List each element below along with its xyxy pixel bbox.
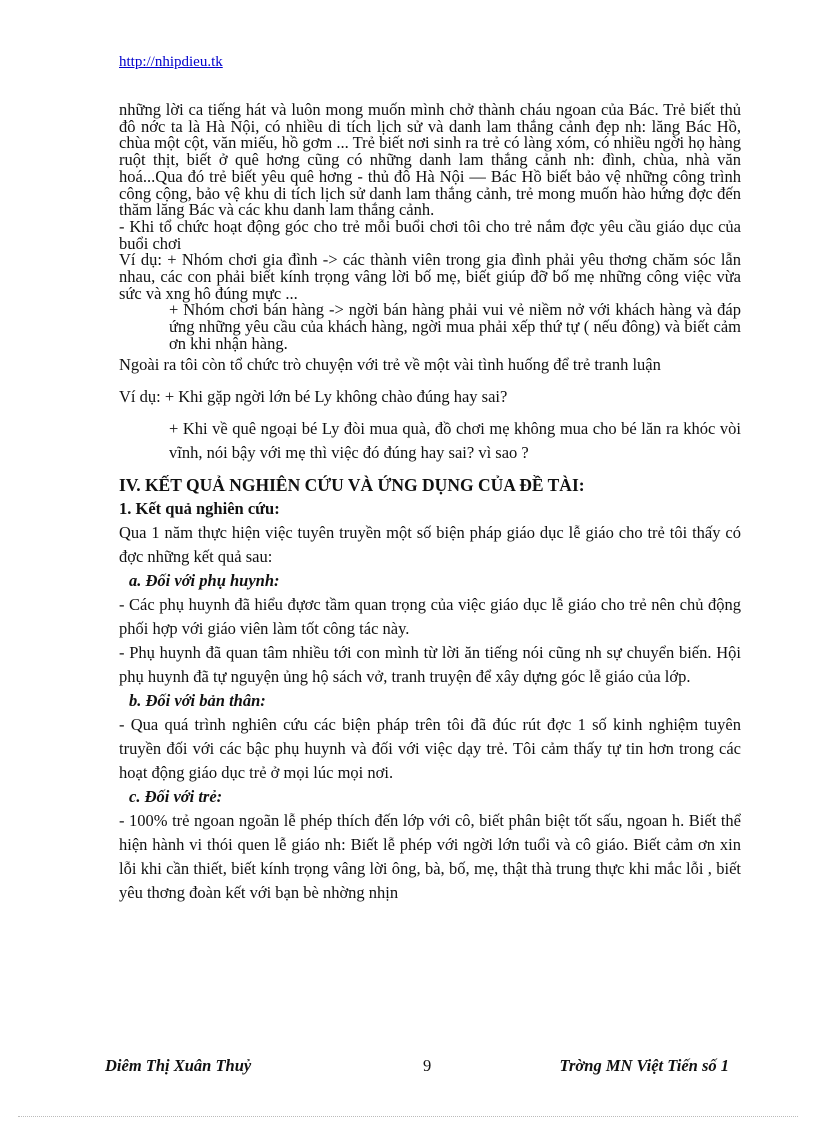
paragraph-parents-2: - Phụ huynh đã quan tâm nhiều tới con mình từ lời ăn tiếng nói cũng nh sự chuyển biến. Hội phụ huynh đã tự nguyện ủng hộ sách vở, tranh truyện để xây dựng góc lễ giáo của lớp. bbox=[119, 642, 741, 686]
paragraph-corner-activity: - Khi tổ chức hoạt động góc cho trẻ mỗi buổi chơi tôi cho trẻ nắm đợc yêu cầu giáo dục của buổi chơi bbox=[119, 216, 741, 253]
paragraph-self-1: - Qua quá trình nghiên cứu các biện pháp trên tôi đã đúc rút đợc 1 số kinh nghiệm tuyên truyền đối với các bậc phụ huynh và đối với việc dạy trẻ. Tôi cảm thấy tự tin hơn trong các hoạt động giáo dục trẻ ở mọi lúc mọi nơi. bbox=[119, 714, 741, 782]
paragraph-example-greeting: Ví dụ: + Khi gặp ngời lớn bé Ly không chào đúng hay sai? bbox=[119, 386, 508, 406]
footer-author: Diêm Thị Xuân Thuỷ bbox=[105, 1056, 252, 1075]
heading-parents: a. Đối với phụ huynh: bbox=[129, 570, 280, 590]
section-heading: IV. KẾT QUẢ NGHIÊN CỨU VÀ ỨNG DỤNG CỦA ĐỀ TÀI: bbox=[119, 474, 585, 495]
paragraph-example-family: Ví dụ: + Nhóm chơi gia đình -> các thành viên trong gia đình phải yêu thơng chăm sóc lẫn nhau, các con phải biết kính trọng vâng lời bố mẹ, biết giúp đỡ bố mẹ những công việc vừa sức và xng hô đúng mực ... bbox=[119, 250, 741, 303]
paragraph-parents-1: - Các phụ huynh đã hiểu đựơc tầm quan trọng của việc giáo dục lễ giáo cho trẻ nên chủ động phối hợp với giáo viên làm tốt công tác này. bbox=[119, 594, 741, 638]
subsection-heading: 1. Kết quả nghiên cứu: bbox=[119, 498, 280, 518]
footer-school: Trờng MN Việt Tiến số 1 bbox=[559, 1056, 729, 1075]
page-footer bbox=[105, 1056, 729, 1078]
footer-page-number: 9 bbox=[423, 1056, 432, 1075]
paragraph-example-shop: + Nhóm chơi bán hàng -> ngời bán hàng phải vui vẻ niềm nở với khách hàng và đáp ứng những yêu cầu của khách hàng, ngời mua phải xếp thứ tự ( nếu đông) và biết cảm ơn khi nhận hàng. bbox=[169, 300, 741, 353]
paragraph-results-intro: Qua 1 năm thực hiện việc tuyên truyền một số biện pháp giáo dục lễ giáo cho trẻ tôi thấy có đợc những kết quả sau: bbox=[119, 522, 741, 566]
heading-self: b. Đối với bản thân: bbox=[129, 690, 266, 710]
header-url-link[interactable]: http://nhipdieu.tk bbox=[119, 54, 223, 70]
paragraph-conversation: Ngoài ra tôi còn tổ chức trò chuyện với trẻ về một vài tình huống để trẻ tranh luận bbox=[119, 354, 661, 374]
page-bottom-divider bbox=[18, 1116, 798, 1117]
heading-children: c. Đối với trẻ: bbox=[129, 786, 223, 806]
paragraph-children-1: - 100% trẻ ngoan ngoãn lễ phép thích đến lớp với cô, biết phân biệt tốt sấu, ngoan h. Biết thể hiện hành vi thói quen lễ giáo nh: Biết lễ phép với ngời lớn tuổi và cô giáo. Biết cảm ơn xin lỗi khi cần thiết, biết kính trọng vâng lời ông, bà, bố, mẹ, thật thà trung thực khi mắc lỗi , biết yêu thơng đoàn kết với bạn bè nhờng nhịn bbox=[119, 810, 741, 902]
paragraph-intro-culture: những lời ca tiếng hát và luôn mong muốn mình chở thành cháu ngoan của Bác. Trẻ biết thủ đô nớc ta là Hà Nội, có nhiều di tích lịch sử và danh lam thắng cảnh đẹp nh: lăng Bác Hồ, chùa một cột, văn miếu, hồ gơm ... Trẻ biết nơi sinh ra trẻ có làng xóm, có nhiều ngời họ hàng ruột thịt, biết ở quê hơng cũng có những danh lam thắng cảnh nh: đình, chùa, nhà văn hoá...Qua đó trẻ biết yêu quê hơng - thủ đô Hà Nội — Bác Hồ biết bảo vệ những công trình công cộng, bảo vệ khu di tích lịch sử danh lam thắng cảnh, trẻ mong muốn hào hứng đợc đến thăm lăng Bác và các khu danh lam thắng cảnh. bbox=[119, 100, 741, 220]
paragraph-example-countryside: + Khi về quê ngoại bé Ly đòi mua quà, đồ chơi mẹ không mua cho bé lăn ra khóc vòi vĩnh, nói bậy với mẹ thì việc đó đúng hay sai? vì sao ? bbox=[169, 418, 741, 462]
document-body bbox=[119, 102, 741, 905]
